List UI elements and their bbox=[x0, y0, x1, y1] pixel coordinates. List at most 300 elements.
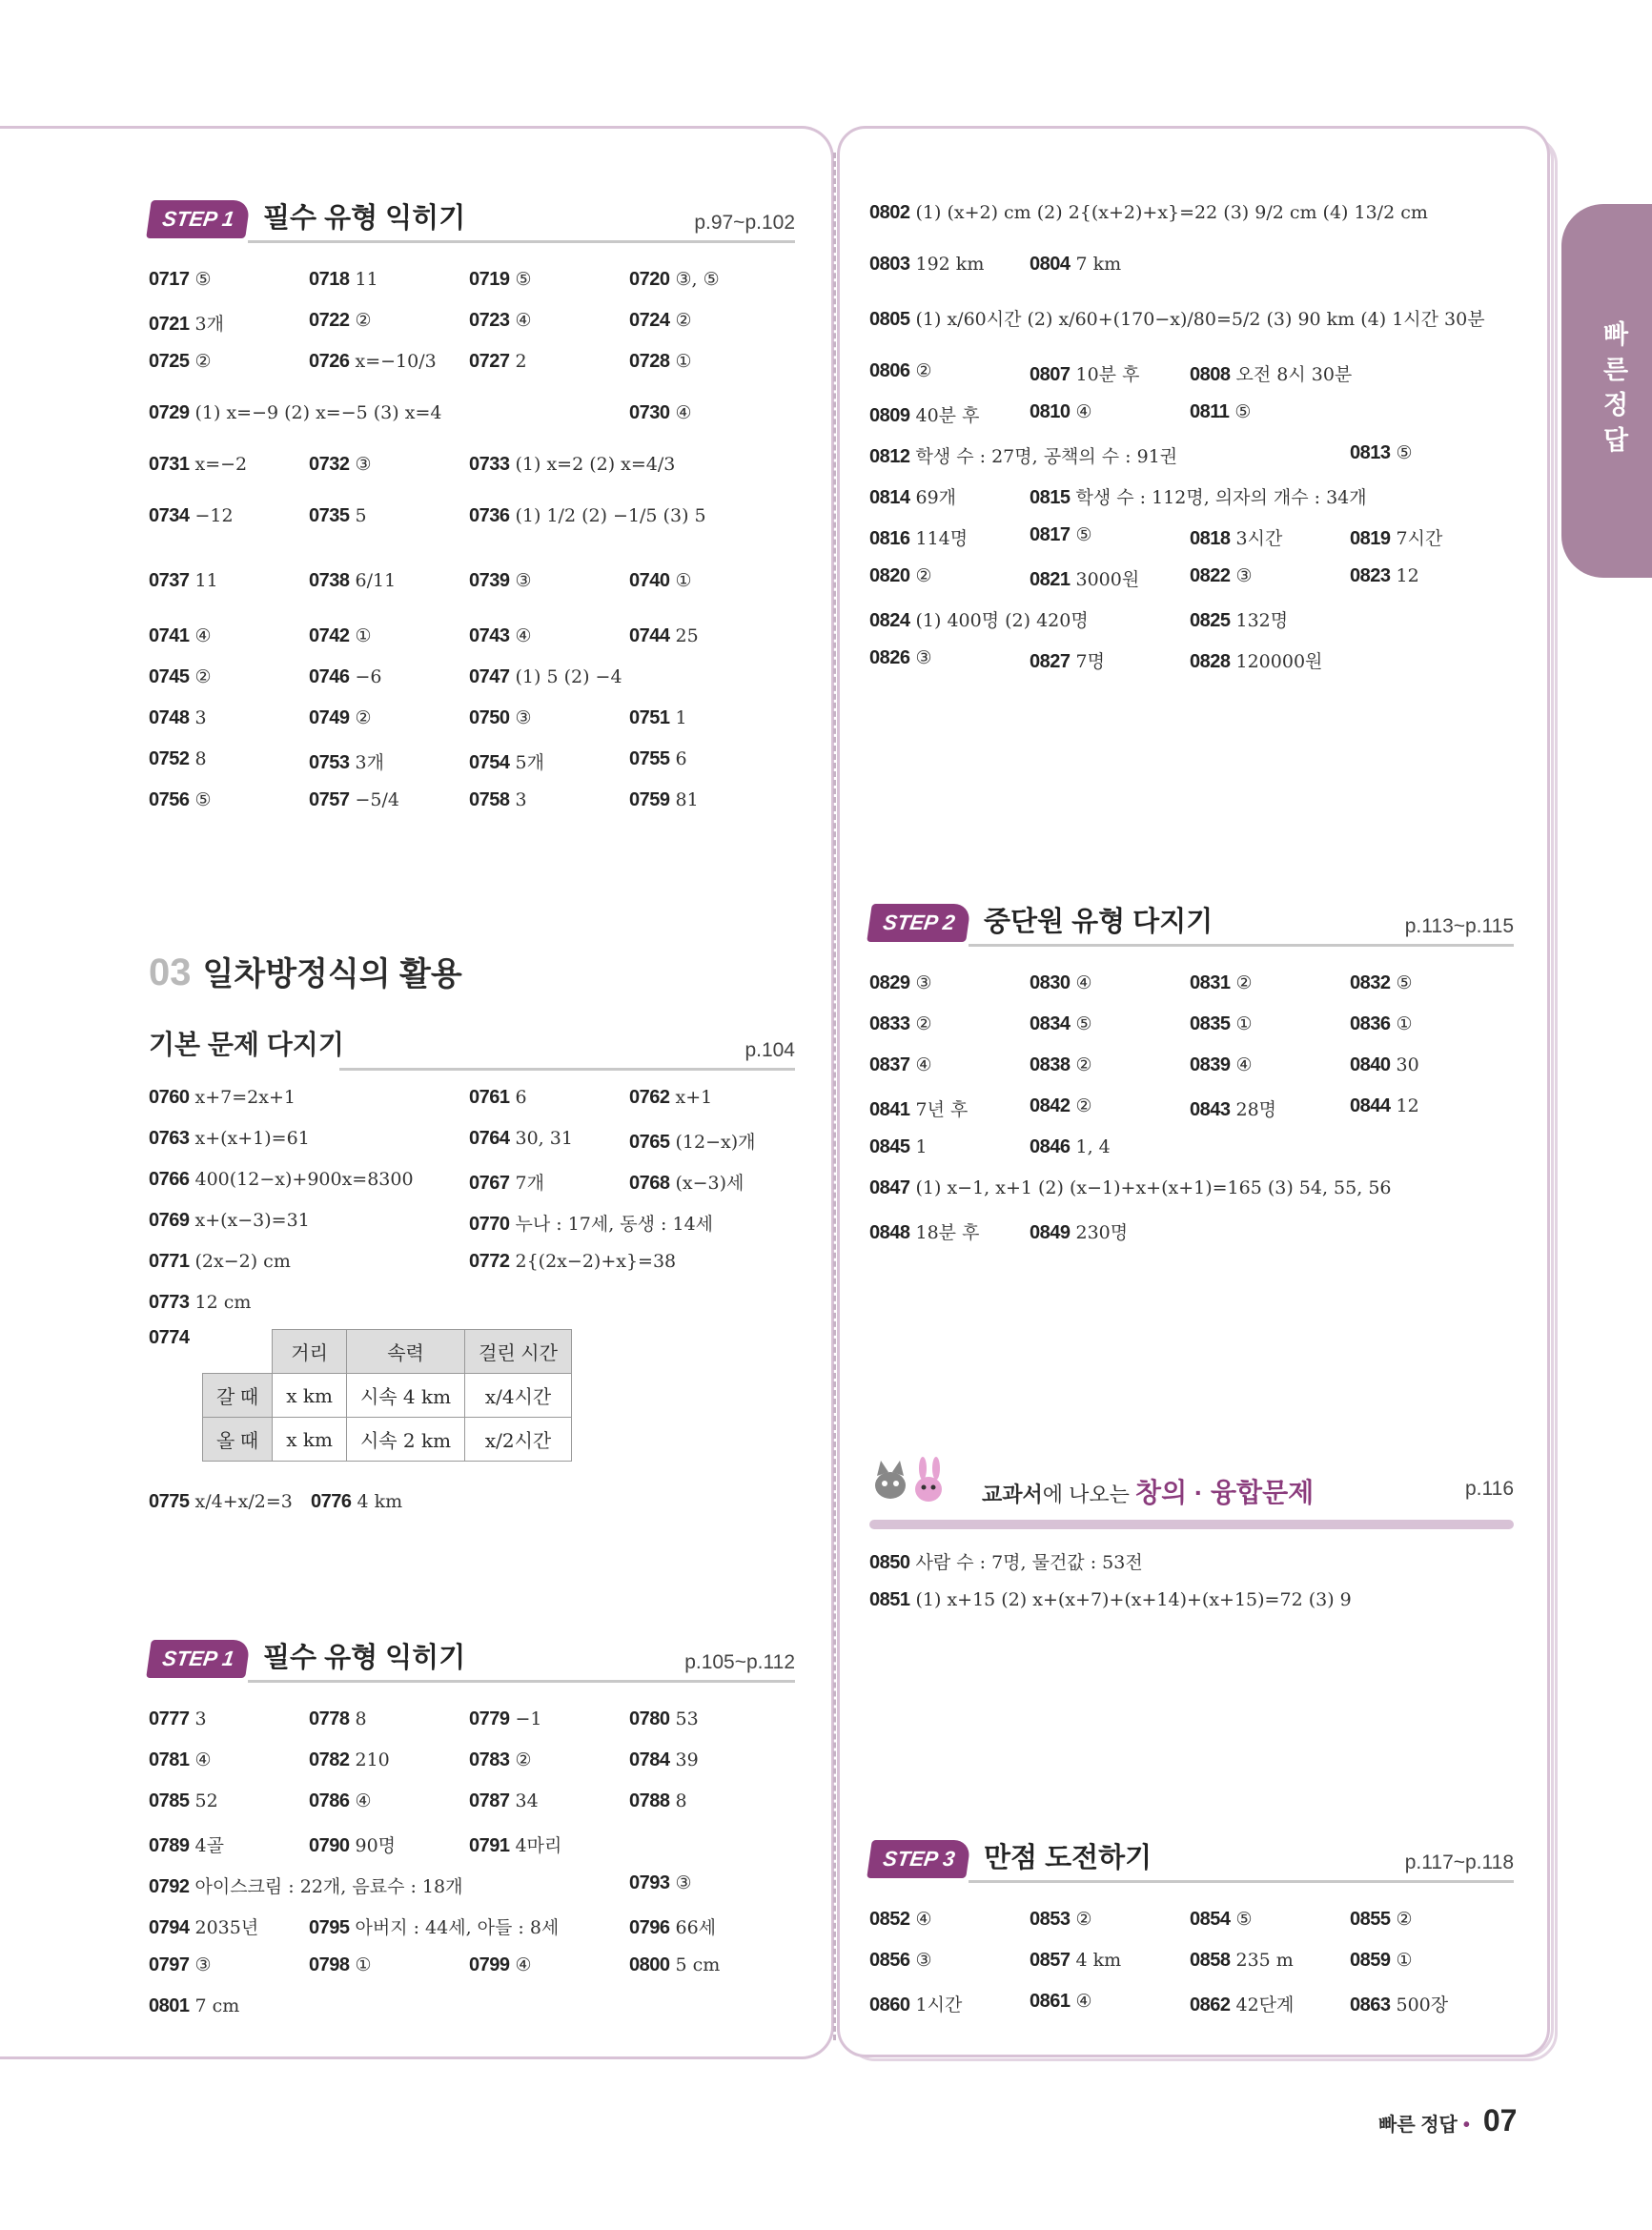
problem-number: 0731 bbox=[149, 454, 190, 475]
answer-value: 500장 bbox=[1396, 1995, 1449, 2015]
answer-item bbox=[629, 1790, 687, 1812]
answer-item bbox=[149, 1995, 239, 2017]
answer-item bbox=[1030, 1095, 1092, 1117]
answer-item bbox=[309, 1831, 396, 1857]
answer-item bbox=[309, 1749, 390, 1771]
answer-item bbox=[149, 454, 247, 476]
answer-value: ③ bbox=[915, 1950, 932, 1971]
answer-value: 28명 bbox=[1235, 1099, 1277, 1120]
problem-number: 0802 bbox=[869, 202, 910, 223]
section-title: 만점 도전하기 bbox=[984, 1843, 1152, 1873]
answer-item bbox=[149, 570, 218, 592]
answer-value: 230명 bbox=[1075, 1222, 1129, 1243]
problem-number: 0824 bbox=[869, 610, 910, 631]
problem-number: 0797 bbox=[149, 1954, 190, 1975]
problem-number: 0801 bbox=[149, 1995, 190, 2016]
problem-number: 0826 bbox=[869, 647, 910, 668]
answer-value: 12 bbox=[1396, 1095, 1419, 1116]
answer-item bbox=[469, 666, 622, 688]
answer-item bbox=[869, 1991, 962, 2016]
answer-value: ④ bbox=[675, 402, 692, 423]
answer-item bbox=[869, 442, 1177, 468]
answer-value: 90명 bbox=[355, 1835, 397, 1856]
problem-number: 0744 bbox=[629, 625, 670, 646]
problem-number: 0733 bbox=[469, 454, 510, 475]
answer-value: 2{(2x−2)+x}=38 bbox=[515, 1251, 677, 1272]
answer-value: 12 cm bbox=[194, 1292, 252, 1313]
answer-item bbox=[629, 1708, 699, 1730]
answer-item bbox=[149, 1210, 310, 1232]
page-range: p.97~p.102 bbox=[694, 212, 795, 234]
answer-item bbox=[869, 1589, 1352, 1611]
answer-item bbox=[149, 1872, 462, 1898]
problem-number: 0761 bbox=[469, 1087, 510, 1108]
answer-value: 7개 bbox=[515, 1173, 544, 1194]
answer-item bbox=[149, 505, 234, 527]
answer-value: 10분 후 bbox=[1075, 364, 1140, 385]
answer-item bbox=[629, 1087, 712, 1109]
problem-number: 0859 bbox=[1350, 1950, 1391, 1971]
answer-value: ④ bbox=[915, 1054, 932, 1075]
section-underline bbox=[339, 1068, 795, 1071]
answer-item bbox=[149, 1708, 207, 1730]
answer-item bbox=[1190, 972, 1253, 994]
answer-item bbox=[1190, 647, 1322, 673]
answer-item bbox=[309, 1790, 372, 1812]
problem-number: 0812 bbox=[869, 446, 910, 467]
problem-number: 0777 bbox=[149, 1708, 190, 1729]
problem-number: 0749 bbox=[309, 707, 350, 728]
problem-number: 0730 bbox=[629, 402, 670, 423]
section-underline bbox=[869, 1520, 1514, 1529]
answer-value: x+7=2x+1 bbox=[194, 1087, 296, 1108]
problem-number: 0857 bbox=[1030, 1950, 1071, 1971]
answer-value: 30 bbox=[1396, 1054, 1419, 1075]
answer-value: ④ bbox=[1075, 401, 1092, 422]
answer-value: 66세 bbox=[675, 1917, 717, 1938]
problem-number: 0727 bbox=[469, 351, 510, 372]
answer-item bbox=[1030, 1054, 1092, 1076]
answer-value: (1) 400명 (2) 420명 bbox=[915, 610, 1089, 631]
problem-number: 0829 bbox=[869, 972, 910, 993]
problem-number: 0856 bbox=[869, 1950, 910, 1971]
answer-value: ③ bbox=[355, 454, 372, 475]
answer-value: ① bbox=[355, 1954, 372, 1975]
answer-item bbox=[309, 1913, 559, 1939]
answer-item bbox=[1030, 483, 1367, 509]
problem-number: 0847 bbox=[869, 1177, 910, 1198]
answer-value: ④ bbox=[1235, 1054, 1253, 1075]
answer-item bbox=[1350, 1095, 1419, 1117]
problem-number: 0734 bbox=[149, 505, 190, 526]
answer-value: ② bbox=[915, 565, 932, 586]
answer-item bbox=[149, 310, 224, 336]
answer-value: 3 bbox=[515, 789, 527, 810]
answer-value: 3개 bbox=[355, 752, 384, 773]
answer-value: 42단계 bbox=[1235, 1995, 1295, 2015]
answer-value: (1) 5 (2) −4 bbox=[515, 666, 622, 687]
problem-number: 0809 bbox=[869, 405, 910, 426]
problem-number: 0746 bbox=[309, 666, 350, 687]
problem-number: 0819 bbox=[1350, 528, 1391, 549]
problem-number: 0839 bbox=[1190, 1054, 1231, 1075]
problem-number: 0717 bbox=[149, 269, 190, 290]
answer-value: 아이스크림 : 22개, 음료수 : 18개 bbox=[194, 1876, 463, 1897]
answer-value: 7명 bbox=[1075, 651, 1105, 672]
answer-value: ⑤ bbox=[1235, 1909, 1253, 1930]
answer-item bbox=[1030, 401, 1092, 423]
answer-value: ③, ⑤ bbox=[675, 269, 720, 290]
answer-value: ④ bbox=[1075, 1991, 1092, 2012]
problem-number: 0831 bbox=[1190, 972, 1231, 993]
problem-number: 0851 bbox=[869, 1589, 910, 1610]
answer-item bbox=[1190, 1013, 1253, 1035]
answer-value: ⑤ bbox=[194, 789, 212, 810]
problem-number: 0743 bbox=[469, 625, 510, 646]
answer-value: (1) (x+2) cm (2) 2{(x+2)+x}=22 (3) 9/2 cm (4) 13/2 cm bbox=[915, 202, 1428, 223]
answer-value: ③ bbox=[1235, 565, 1253, 586]
problem-number: 0772 bbox=[469, 1251, 510, 1272]
answer-item bbox=[309, 625, 372, 647]
problem-number: 0835 bbox=[1190, 1013, 1231, 1034]
answer-item bbox=[869, 1013, 932, 1035]
answer-value: ① bbox=[355, 625, 372, 646]
problem-number: 0845 bbox=[869, 1136, 910, 1157]
problem-number: 0834 bbox=[1030, 1013, 1071, 1034]
answer-item bbox=[469, 707, 532, 729]
answer-value: (1) x/60시간 (2) x/60+(170−x)/80=5/2 (3) 90 km (4) 1시간 30분 bbox=[915, 309, 1485, 330]
answer-item bbox=[149, 1128, 310, 1150]
answer-value: 4마리 bbox=[515, 1835, 562, 1856]
answer-value: ⑤ bbox=[1234, 401, 1252, 422]
answer-item bbox=[869, 565, 932, 587]
answer-value: ③ bbox=[515, 570, 532, 591]
answer-value: 8 bbox=[194, 748, 207, 769]
answer-value: 학생 수 : 112명, 의자의 개수 : 34개 bbox=[1075, 487, 1367, 508]
answer-item bbox=[869, 606, 1089, 632]
answer-value: 7 km bbox=[1075, 254, 1122, 275]
problem-number: 0832 bbox=[1350, 972, 1391, 993]
chapter-title: 일차방정식의 활용 bbox=[202, 956, 462, 992]
answer-item bbox=[1350, 565, 1419, 587]
answer-value: ③ bbox=[515, 707, 532, 728]
answer-item bbox=[309, 707, 372, 729]
problem-number: 0782 bbox=[309, 1749, 350, 1770]
problem-number: 0858 bbox=[1190, 1950, 1231, 1971]
answer-item bbox=[469, 1128, 573, 1150]
answer-value: 114명 bbox=[915, 528, 969, 549]
answer-item bbox=[1190, 1991, 1294, 2016]
answer-item bbox=[869, 1218, 979, 1244]
answer-value: 오전 8시 30분 bbox=[1235, 364, 1353, 385]
answer-item bbox=[309, 310, 372, 332]
problem-number: 0719 bbox=[469, 269, 510, 290]
problem-number: 0721 bbox=[149, 314, 190, 335]
answer-item bbox=[1030, 1991, 1092, 2013]
answer-item bbox=[1350, 1991, 1448, 2016]
answer-value: ④ bbox=[915, 1909, 932, 1930]
answer-item bbox=[629, 269, 720, 291]
chapter-heading bbox=[149, 948, 462, 994]
answer-item bbox=[1190, 360, 1352, 386]
answer-item bbox=[149, 1169, 414, 1191]
answer-value: −6 bbox=[355, 666, 382, 687]
problem-number: 0828 bbox=[1190, 651, 1231, 672]
answer-value: 1 bbox=[675, 707, 687, 728]
answer-item bbox=[869, 305, 1485, 331]
answer-item bbox=[1030, 1218, 1128, 1244]
problem-number: 0805 bbox=[869, 309, 910, 330]
problem-number: 0792 bbox=[149, 1876, 190, 1897]
answer-value: 1, 4 bbox=[1075, 1136, 1111, 1157]
answer-item bbox=[1030, 1909, 1092, 1931]
problem-number: 0844 bbox=[1350, 1095, 1391, 1116]
answer-item bbox=[149, 748, 207, 770]
answer-item bbox=[469, 1708, 542, 1730]
answer-value: ② bbox=[1075, 1095, 1092, 1116]
answer-item bbox=[629, 1749, 699, 1771]
answer-item bbox=[309, 570, 396, 592]
answer-value: 6 bbox=[675, 748, 687, 769]
problem-number: 0861 bbox=[1030, 1991, 1071, 2012]
problem-number: 0726 bbox=[309, 351, 350, 372]
answer-item bbox=[149, 1790, 218, 1812]
answer-item bbox=[469, 789, 527, 811]
answer-item bbox=[1350, 442, 1413, 464]
answer-value: ② bbox=[915, 1013, 932, 1034]
problem-number: 0784 bbox=[629, 1749, 670, 1770]
answer-value: (2x−2) cm bbox=[194, 1251, 291, 1272]
problem-number: 0863 bbox=[1350, 1995, 1391, 2015]
answer-item bbox=[869, 1095, 968, 1121]
answer-item bbox=[869, 1054, 932, 1076]
answer-value: ③ bbox=[194, 1954, 212, 1975]
section-underline bbox=[248, 240, 795, 243]
problem-number: 0765 bbox=[629, 1132, 670, 1153]
answer-value: ① bbox=[675, 570, 692, 591]
answer-item bbox=[869, 254, 984, 276]
table-header: 걸린 시간 bbox=[465, 1330, 572, 1374]
page-range: p.113~p.115 bbox=[1404, 915, 1514, 937]
problem-number: 0816 bbox=[869, 528, 910, 549]
answer-value: ④ bbox=[355, 1790, 372, 1811]
answer-value: 7시간 bbox=[1396, 528, 1443, 549]
problem-number: 0771 bbox=[149, 1251, 190, 1272]
answer-value: 8 bbox=[675, 1790, 687, 1811]
problem-number: 0753 bbox=[309, 752, 350, 773]
answer-value: 4골 bbox=[194, 1835, 224, 1856]
answer-item bbox=[869, 202, 1428, 224]
answer-item bbox=[869, 1548, 1143, 1574]
section-title: 필수 유형 익히기 bbox=[263, 203, 466, 234]
answer-value: 30, 31 bbox=[515, 1128, 573, 1149]
answer-item bbox=[1350, 1013, 1413, 1035]
problem-number: 0762 bbox=[629, 1087, 670, 1108]
answer-item bbox=[629, 1913, 716, 1939]
answer-value: −12 bbox=[194, 505, 234, 526]
answer-item bbox=[1350, 1909, 1413, 1931]
answer-value: 12 bbox=[1396, 565, 1419, 586]
answer-item bbox=[629, 707, 687, 729]
problem-number: 0814 bbox=[869, 487, 910, 508]
answer-value: 400(12−x)+900x=8300 bbox=[194, 1169, 414, 1190]
answer-item bbox=[469, 505, 706, 527]
answer-value: (1) x−1, x+1 (2) (x−1)+x+(x+1)=165 (3) 54, 55, 56 bbox=[915, 1177, 1392, 1198]
answer-item bbox=[629, 625, 699, 647]
problem-number: 0723 bbox=[469, 310, 510, 331]
answer-value: 120000원 bbox=[1235, 651, 1323, 672]
answer-item bbox=[629, 789, 699, 811]
answer-value: 3 bbox=[194, 1708, 207, 1729]
problem-number: 0793 bbox=[629, 1872, 670, 1893]
answer-value: ③ bbox=[675, 1872, 692, 1893]
problem-number: 0820 bbox=[869, 565, 910, 586]
problem-number: 0785 bbox=[149, 1790, 190, 1811]
problem-number: 0728 bbox=[629, 351, 670, 372]
problem-number: 0795 bbox=[309, 1917, 350, 1938]
answer-item bbox=[629, 1169, 744, 1195]
answer-value: 1 bbox=[915, 1136, 928, 1157]
answer-value: 누나 : 17세, 동생 : 14세 bbox=[515, 1214, 714, 1235]
answer-item bbox=[1030, 1013, 1092, 1035]
problem-number: 0720 bbox=[629, 269, 670, 290]
problem-number: 0848 bbox=[869, 1222, 910, 1243]
problem-number: 0790 bbox=[309, 1835, 350, 1856]
problem-number: 0783 bbox=[469, 1749, 510, 1770]
answer-item bbox=[1190, 1054, 1253, 1076]
answer-value: ③ bbox=[915, 972, 932, 993]
problem-number: 0750 bbox=[469, 707, 510, 728]
answer-item bbox=[869, 647, 932, 669]
side-tab-quick-answers[interactable] bbox=[1561, 204, 1652, 578]
step-badge: STEP 3 bbox=[867, 1840, 971, 1878]
problem-number: 0827 bbox=[1030, 651, 1071, 672]
answer-item bbox=[1030, 1136, 1111, 1158]
problem-number: 0803 bbox=[869, 254, 910, 275]
answer-item bbox=[1190, 565, 1253, 587]
answer-item bbox=[869, 972, 932, 994]
answer-value: −1 bbox=[515, 1708, 542, 1729]
answer-item bbox=[309, 789, 399, 811]
answer-item bbox=[149, 707, 207, 729]
answer-item bbox=[1190, 1909, 1253, 1931]
answer-value: ④ bbox=[194, 1749, 212, 1770]
problem-number: 0758 bbox=[469, 789, 510, 810]
problem-number: 0822 bbox=[1190, 565, 1231, 586]
problem-number: 0755 bbox=[629, 748, 670, 769]
answer-value: 34 bbox=[515, 1790, 539, 1811]
answer-value: 53 bbox=[675, 1708, 699, 1729]
section-title: 중단원 유형 다지기 bbox=[984, 907, 1214, 937]
answer-item bbox=[309, 505, 367, 527]
problem-number: 0806 bbox=[869, 360, 910, 381]
problem-number: 0854 bbox=[1190, 1909, 1231, 1930]
problem-number: 0737 bbox=[149, 570, 190, 591]
answer-value: ② bbox=[1235, 972, 1253, 993]
speed-table: 거리 속력 걸린 시간 갈 때 x km 시속 4 km x/4시간 올 때 x km 시속 2 km x/2시간 bbox=[202, 1329, 572, 1462]
page-range: p.116 bbox=[1465, 1478, 1514, 1500]
answer-item bbox=[629, 351, 692, 373]
problem-number: 0752 bbox=[149, 748, 190, 769]
answer-item bbox=[869, 360, 932, 382]
answer-item bbox=[629, 748, 687, 770]
problem-number: 0745 bbox=[149, 666, 190, 687]
answer-value: ② bbox=[194, 666, 212, 687]
answer-item bbox=[629, 1954, 720, 1976]
answer-value: ② bbox=[1075, 1054, 1092, 1075]
answer-value: 40분 후 bbox=[915, 405, 980, 426]
problem-number: 0751 bbox=[629, 707, 670, 728]
problem-number: 0786 bbox=[309, 1790, 350, 1811]
answer-value: (x−3)세 bbox=[675, 1173, 744, 1194]
answer-value: ② bbox=[1075, 1909, 1092, 1930]
cat-rabbit-icon bbox=[869, 1457, 959, 1510]
answer-item bbox=[1030, 254, 1121, 276]
problem-number: 0747 bbox=[469, 666, 510, 687]
problem-number: 0862 bbox=[1190, 1995, 1231, 2015]
answer-value: 11 bbox=[194, 570, 218, 591]
answer-item bbox=[309, 351, 437, 373]
answer-item bbox=[469, 748, 544, 774]
answer-value: 25 bbox=[675, 625, 699, 646]
chapter-number: 03 bbox=[149, 951, 192, 993]
answer-value: 210 bbox=[355, 1749, 390, 1770]
problem-number: 0837 bbox=[869, 1054, 910, 1075]
answer-item bbox=[469, 1251, 676, 1273]
problem-number: 0810 bbox=[1030, 401, 1071, 422]
answer-item bbox=[1350, 524, 1442, 550]
page-range: p.117~p.118 bbox=[1404, 1852, 1514, 1873]
section-title: 필수 유형 익히기 bbox=[263, 1643, 466, 1673]
answer-item bbox=[149, 1831, 224, 1857]
answer-item bbox=[469, 351, 527, 373]
problem-number: 0825 bbox=[1190, 610, 1231, 631]
footer-label: 빠른 정답 bbox=[1378, 2115, 1458, 2136]
answer-value: ⑤ bbox=[515, 269, 532, 290]
answer-item bbox=[469, 1087, 527, 1109]
problem-number: 0788 bbox=[629, 1790, 670, 1811]
answer-item bbox=[869, 1950, 932, 1972]
answer-item bbox=[1190, 1950, 1294, 1972]
answer-value: 아버지 : 44세, 아들 : 8세 bbox=[355, 1917, 560, 1938]
problem-number: 0860 bbox=[869, 1995, 910, 2015]
answer-value: ① bbox=[1396, 1013, 1413, 1034]
answer-value: (1) x+15 (2) x+(x+7)+(x+14)+(x+15)=72 (3) 9 bbox=[915, 1589, 1352, 1610]
problem-number: 0764 bbox=[469, 1128, 510, 1149]
problem-number: 0794 bbox=[149, 1917, 190, 1938]
answer-value: 192 km bbox=[915, 254, 985, 275]
problem-number: 0779 bbox=[469, 1708, 510, 1729]
answer-value: ⑤ bbox=[1396, 442, 1413, 463]
answer-item bbox=[869, 1909, 932, 1931]
problem-number: 0838 bbox=[1030, 1054, 1071, 1075]
problem-number: 0756 bbox=[149, 789, 190, 810]
problem-number: 0855 bbox=[1350, 1909, 1391, 1930]
answer-item bbox=[309, 269, 378, 291]
answer-item bbox=[149, 351, 212, 373]
answer-item bbox=[1350, 972, 1413, 994]
problem-number: 0852 bbox=[869, 1909, 910, 1930]
answer-value: 5개 bbox=[515, 752, 544, 773]
problem-number: 0739 bbox=[469, 570, 510, 591]
problem-number: 0740 bbox=[629, 570, 670, 591]
answer-value: ④ bbox=[194, 625, 212, 646]
answer-item bbox=[149, 625, 212, 647]
answer-item bbox=[469, 1210, 713, 1236]
answer-item bbox=[629, 570, 692, 592]
problem-number: 0789 bbox=[149, 1835, 190, 1856]
answer-item bbox=[629, 1128, 756, 1154]
